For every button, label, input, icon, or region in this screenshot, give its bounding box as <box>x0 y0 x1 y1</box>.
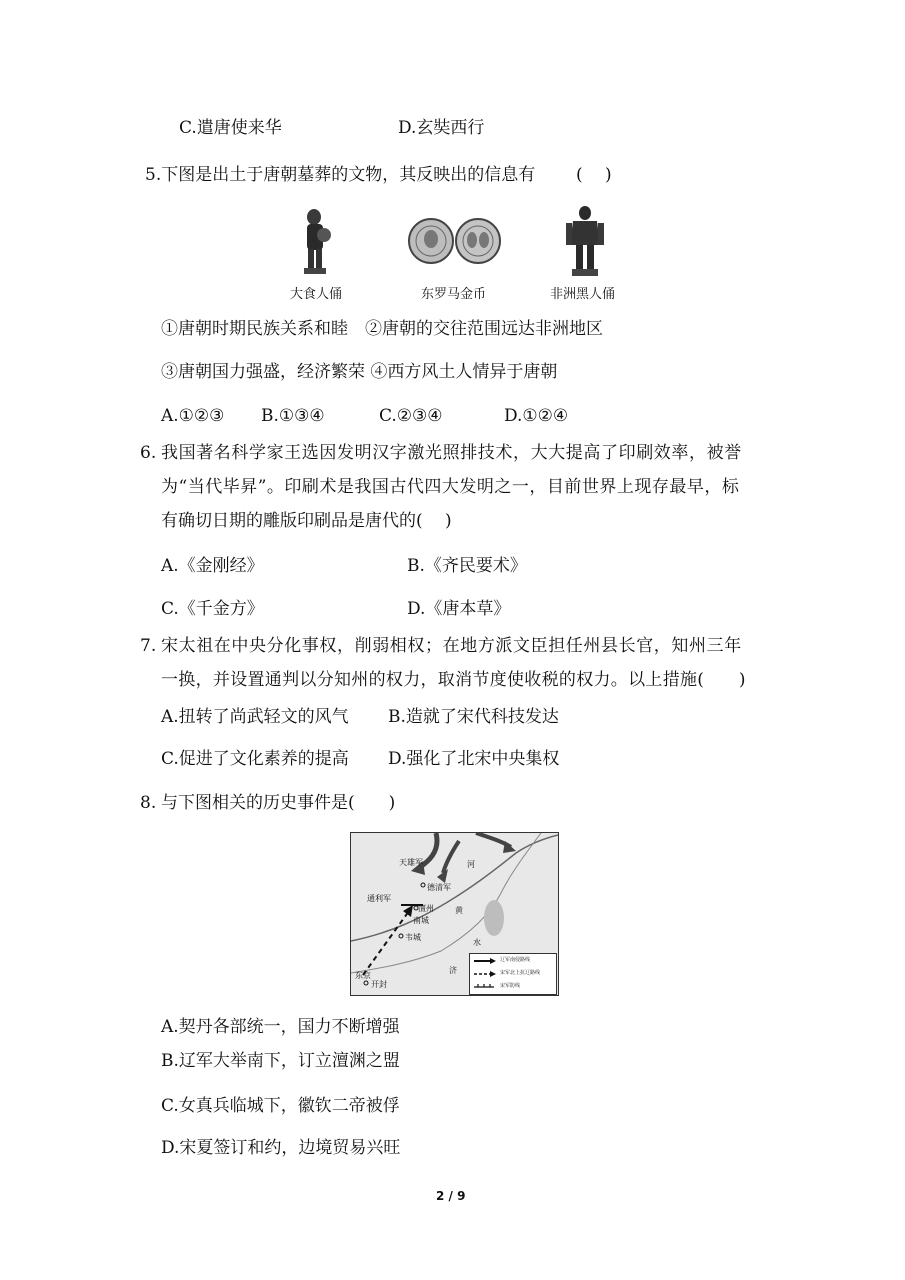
label-shui: 水 <box>473 938 481 947</box>
label-deqing: 德清军 <box>427 883 451 892</box>
map-legend <box>469 953 557 995</box>
q4-option-d: D.玄奘西行 <box>398 118 485 138</box>
arab-figurine-image <box>290 205 340 280</box>
q6-option-b: B.《齐民要术》 <box>407 556 527 576</box>
q8-option-a: A.契丹各部统一，国力不断增强 <box>161 1017 400 1037</box>
q5-stem: 5.下图是出土于唐朝墓葬的文物，其反映出的信息有 <box>145 165 536 185</box>
label-dongjing: 东京 <box>355 971 371 980</box>
q6-line3: 有确切日期的雕版印刷品是唐代的( ) <box>161 511 452 531</box>
q6-line1: 我国著名科学家王选因发明汉字激光照排技术，大大提高了印刷效率，被誉 <box>161 443 742 463</box>
label-nancheng: 南城 <box>413 916 429 925</box>
q5-option-a: A.①②③ <box>161 406 225 426</box>
label-ji: 济 <box>449 966 457 975</box>
q8-option-c: C.女真兵临城下，徽钦二帝被俘 <box>161 1096 400 1116</box>
q5-statements-line2: ③唐朝国力强盛，经济繁荣 ④西方风土人情异于唐朝 <box>161 362 558 382</box>
q4-option-c: C.遣唐使来华 <box>179 118 282 138</box>
legend-song-line: 宋军防线 <box>500 983 521 989</box>
label-chanzhou: 澶州 <box>418 904 434 913</box>
q8-option-d: D.宋夏签订和约，边境贸易兴旺 <box>161 1138 401 1158</box>
label-tongli: 通利军 <box>367 894 391 903</box>
label-kaifeng: 开封 <box>371 980 387 989</box>
caption-byzantine-coin: 东罗马金币 <box>421 287 487 302</box>
q5-statements-line1: ①唐朝时期民族关系和睦 ②唐朝的交往范围远达非洲地区 <box>161 319 603 339</box>
q7-option-a: A.扭转了尚武轻文的风气 <box>161 707 349 727</box>
legend-song-route: 宋军北上抗辽路线 <box>500 970 541 976</box>
liao-song-war-map <box>350 832 559 996</box>
q7-option-b: B.造就了宋代科技发达 <box>388 707 559 727</box>
q8-stem: 与下图相关的历史事件是( ) <box>161 793 396 813</box>
q8-number: 8. <box>140 793 157 813</box>
q7-option-c: C.促进了文化素养的提高 <box>161 749 349 769</box>
q7-number: 7. <box>140 636 157 656</box>
q6-option-d: D.《唐本草》 <box>407 599 511 619</box>
q7-line1: 宋太祖在中央分化事权，削弱相权；在地方派文臣担任州县长官，知州三年 <box>161 636 742 656</box>
q6-number: 6. <box>140 443 157 463</box>
page-number: 2 / 9 <box>436 1189 466 1203</box>
q6-option-a: A.《金刚经》 <box>161 556 264 576</box>
q7-option-d: D.强化了北宋中央集权 <box>388 749 560 769</box>
label-tianxiong: 天雄军 <box>399 858 423 867</box>
q6-line2: 为“当代毕昇”。印刷术是我国古代四大发明之一，目前世界上现存最早，标 <box>161 477 740 497</box>
q5-option-b: B.①③④ <box>261 406 325 426</box>
label-weicheng: 韦城 <box>405 933 421 942</box>
q8-option-b: B.辽军大举南下，订立澶渊之盟 <box>161 1051 400 1071</box>
caption-african-figurine: 非洲黑人俑 <box>550 287 616 302</box>
caption-arab-figurine: 大食人俑 <box>290 287 343 302</box>
byzantine-coins-image <box>408 216 503 266</box>
african-figurine-image <box>560 203 610 280</box>
q5-paren: ( ) <box>576 165 612 185</box>
label-huang: 黄 <box>455 906 463 915</box>
q5-option-d: D.①②④ <box>504 406 569 426</box>
q7-line2: 一换，并设置通判以分知州的权力，取消节度使收税的权力。以上措施( ) <box>161 670 746 690</box>
q5-option-c: C.②③④ <box>379 406 443 426</box>
label-he: 河 <box>467 860 475 869</box>
q6-option-c: C.《千金方》 <box>161 599 264 619</box>
legend-liao-route: 辽军南侵路线 <box>500 957 531 963</box>
